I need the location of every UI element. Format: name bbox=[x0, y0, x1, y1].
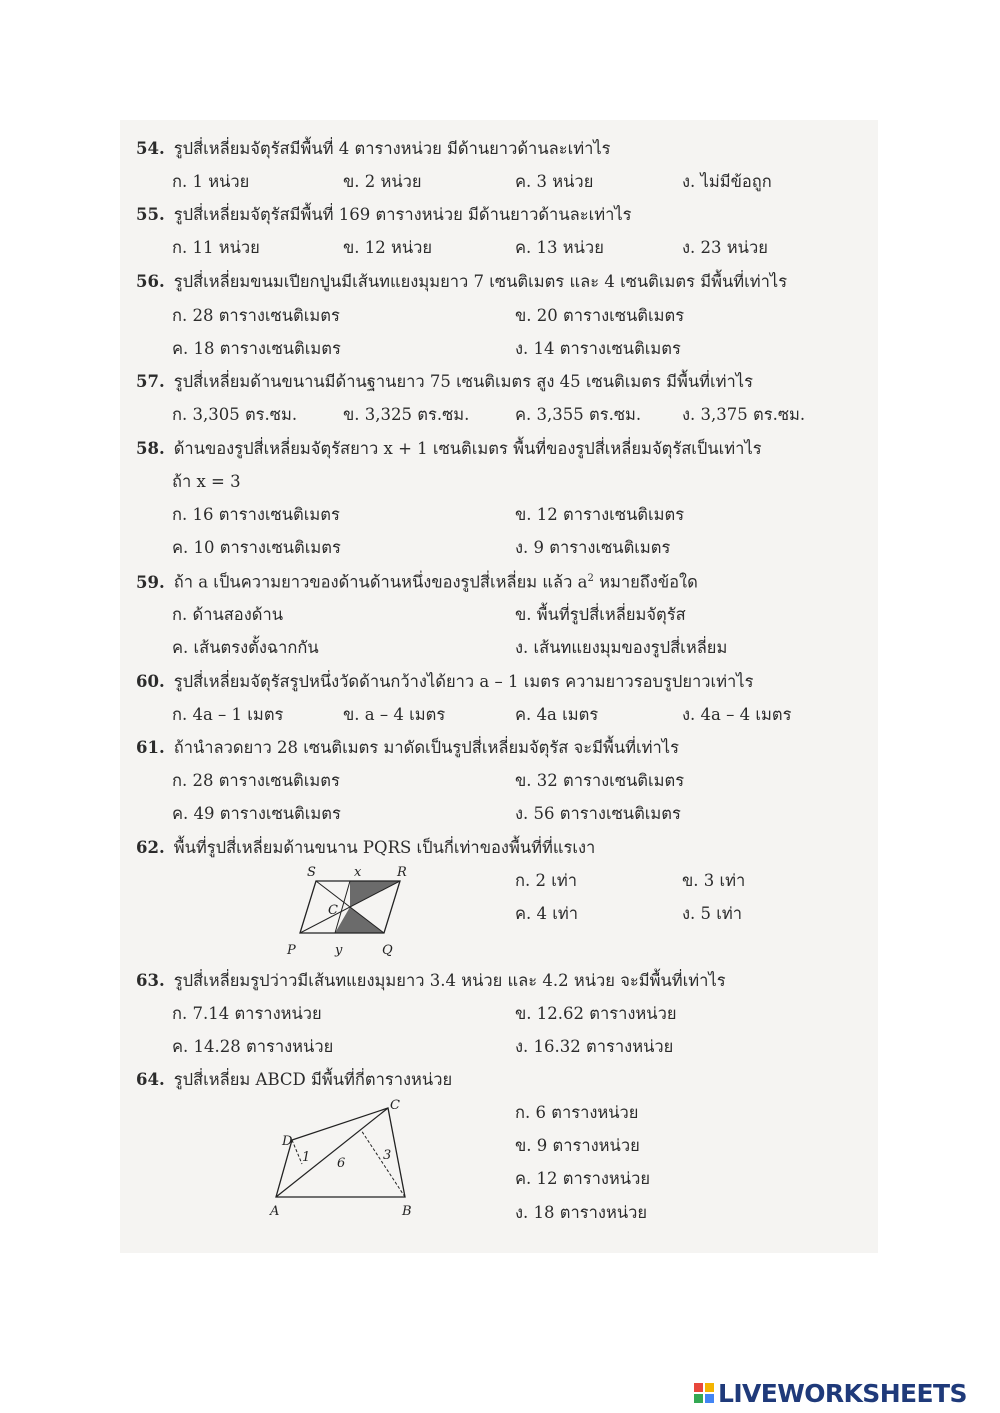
choice-55-c: ค. 13 หน่วย bbox=[515, 238, 604, 257]
label-x: x bbox=[354, 865, 362, 880]
label-a: A bbox=[270, 1204, 280, 1219]
choice-62-a: ก. 2 เท่า bbox=[515, 871, 578, 890]
logo-square-green bbox=[694, 1394, 703, 1403]
question-60: 60. รูปสี่เหลี่ยมจัตุรัสรูปหนึ่งวัดด้านกว้างได้ยาว a – 1 เมตร ความยาวรอบรูปยาวเท่าไร bbox=[136, 672, 754, 691]
choice-54-a: ก. 1 หน่วย bbox=[172, 172, 250, 191]
choice-56-a: ก. 28 ตารางเซนติเมตร bbox=[172, 306, 340, 325]
choice-58-a: ก. 16 ตารางเซนติเมตร bbox=[172, 505, 340, 524]
choice-58-d: ง. 9 ตารางเซนติเมตร bbox=[515, 538, 671, 557]
question-54: 54. รูปสี่เหลี่ยมจัตุรัสมีพื้นที่ 4 ตารางหน่วย มีด้านยาวด้านละเท่าไร bbox=[136, 139, 611, 158]
height-from-d bbox=[292, 1140, 302, 1164]
question-58: 58. ด้านของรูปสี่เหลี่ยมจัตุรัสยาว x + 1 เซนติเมตร พื้นที่ของรูปสี่เหลี่ยมจัตุรัสเป็นเท่าไร bbox=[136, 439, 762, 458]
choice-64-b: ข. 9 ตารางหน่วย bbox=[515, 1136, 640, 1155]
label-s: S bbox=[307, 865, 316, 880]
choice-60-a: ก. 4a – 1 เมตร bbox=[172, 705, 284, 724]
choice-63-a: ก. 7.14 ตารางหน่วย bbox=[172, 1004, 322, 1023]
choice-62-c: ค. 4 เท่า bbox=[515, 904, 579, 923]
choice-54-d: ง. ไม่มีข้อถูก bbox=[682, 172, 772, 191]
choice-64-d: ง. 18 ตารางหน่วย bbox=[515, 1203, 648, 1222]
logo-square-blue bbox=[705, 1394, 714, 1403]
choice-56-d: ง. 14 ตารางเซนติเมตร bbox=[515, 339, 681, 358]
choice-56-b: ข. 20 ตารางเซนติเมตร bbox=[515, 306, 685, 325]
label-b: B bbox=[402, 1204, 412, 1219]
quadrilateral-abcd-figure bbox=[262, 1095, 432, 1220]
choice-60-d: ง. 4a – 4 เมตร bbox=[682, 705, 792, 724]
question-62: 62. พื้นที่รูปสี่เหลี่ยมด้านขนาน PQRS เป็นกี่เท่าของพื้นที่ที่แรเงา bbox=[136, 838, 596, 857]
choice-64-c: ค. 12 ตารางหน่วย bbox=[515, 1169, 651, 1188]
logo-square-yellow bbox=[705, 1383, 714, 1392]
logo-square-red bbox=[694, 1383, 703, 1392]
question-57: 57. รูปสี่เหลี่ยมด้านขนานมีด้านฐานยาว 75 เซนติเมตร สูง 45 เซนติเมตร มีพื้นที่เท่าไร bbox=[136, 372, 753, 391]
choice-63-d: ง. 16.32 ตารางหน่วย bbox=[515, 1037, 674, 1056]
label-d: D bbox=[282, 1134, 293, 1149]
question-58-condition: ถ้า x = 3 bbox=[172, 472, 241, 491]
diagonal-ac bbox=[276, 1108, 388, 1197]
choice-59-a: ก. ด้านสองด้าน bbox=[172, 605, 284, 624]
choice-59-c: ค. เส้นตรงตั้งฉากกัน bbox=[172, 638, 319, 657]
choice-61-b: ข. 32 ตารางเซนติเมตร bbox=[515, 771, 685, 790]
choice-61-c: ค. 49 ตารางเซนติเมตร bbox=[172, 804, 341, 823]
choice-62-b: ข. 3 เท่า bbox=[682, 871, 746, 890]
label-height-3: 3 bbox=[383, 1148, 392, 1163]
choice-60-c: ค. 4a เมตร bbox=[515, 705, 599, 724]
label-y: y bbox=[335, 943, 343, 958]
choice-55-d: ง. 23 หน่วย bbox=[682, 238, 768, 257]
label-diagonal-6: 6 bbox=[337, 1156, 346, 1171]
choice-55-a: ก. 11 หน่วย bbox=[172, 238, 260, 257]
choice-57-c: ค. 3,355 ตร.ซม. bbox=[515, 405, 642, 424]
label-p: P bbox=[287, 943, 296, 958]
label-q: Q bbox=[382, 943, 393, 958]
choice-55-b: ข. 12 หน่วย bbox=[343, 238, 433, 257]
choice-61-d: ง. 56 ตารางเซนติเมตร bbox=[515, 804, 681, 823]
liveworksheets-text: LIVEWORKSHEETS bbox=[718, 1378, 967, 1408]
choice-54-c: ค. 3 หน่วย bbox=[515, 172, 594, 191]
choice-54-b: ข. 2 หน่วย bbox=[343, 172, 422, 191]
parallelogram-pqrs-figure bbox=[280, 862, 420, 962]
choice-57-b: ข. 3,325 ตร.ซม. bbox=[343, 405, 470, 424]
question-63: 63. รูปสี่เหลี่ยมรูปว่าวมีเส้นทแยงมุมยาว 3.4 หน่วย และ 4.2 หน่วย จะมีพื้นที่เท่าไร bbox=[136, 971, 726, 990]
choice-64-a: ก. 6 ตารางหน่วย bbox=[515, 1103, 639, 1122]
choice-63-b: ข. 12.62 ตารางหน่วย bbox=[515, 1004, 677, 1023]
label-r: R bbox=[397, 865, 407, 880]
label-height-1: 1 bbox=[302, 1150, 311, 1165]
label-c: C bbox=[328, 903, 338, 918]
choice-58-c: ค. 10 ตารางเซนติเมตร bbox=[172, 538, 341, 557]
choice-57-a: ก. 3,305 ตร.ซม. bbox=[172, 405, 298, 424]
label-c: C bbox=[390, 1098, 400, 1113]
choice-58-b: ข. 12 ตารางเซนติเมตร bbox=[515, 505, 685, 524]
question-61: 61. ถ้านำลวดยาว 28 เซนติเมตร มาดัดเป็นรูปสี่เหลี่ยมจัตุรัส จะมีพื้นที่เท่าไร bbox=[136, 738, 679, 757]
choice-63-c: ค. 14.28 ตารางหน่วย bbox=[172, 1037, 334, 1056]
liveworksheets-logo-icon bbox=[694, 1383, 714, 1403]
liveworksheets-watermark bbox=[694, 1378, 967, 1408]
choice-60-b: ข. a – 4 เมตร bbox=[343, 705, 446, 724]
question-56: 56. รูปสี่เหลี่ยมขนมเปียกปูนมีเส้นทแยงมุมยาว 7 เซนติเมตร และ 4 เซนติเมตร มีพื้นที่เท่าไร bbox=[136, 272, 788, 291]
choice-56-c: ค. 18 ตารางเซนติเมตร bbox=[172, 339, 341, 358]
choice-61-a: ก. 28 ตารางเซนติเมตร bbox=[172, 771, 340, 790]
choice-62-d: ง. 5 เท่า bbox=[682, 904, 743, 923]
question-55: 55. รูปสี่เหลี่ยมจัตุรัสมีพื้นที่ 169 ตารางหน่วย มีด้านยาวด้านละเท่าไร bbox=[136, 205, 632, 224]
choice-59-b: ข. พื้นที่รูปสี่เหลี่ยมจัตุรัส bbox=[515, 605, 686, 624]
question-59: 59. ถ้า a เป็นความยาวของด้านด้านหนึ่งของรูปสี่เหลี่ยม แล้ว $a^2$ หมายถึงข้อใด bbox=[136, 572, 698, 592]
choice-59-d: ง. เส้นทแยงมุมของรูปสี่เหลี่ยม bbox=[515, 638, 728, 657]
question-64: 64. รูปสี่เหลี่ยม ABCD มีพื้นที่กี่ตารางหน่วย bbox=[136, 1070, 453, 1089]
choice-57-d: ง. 3,375 ตร.ซม. bbox=[682, 405, 806, 424]
